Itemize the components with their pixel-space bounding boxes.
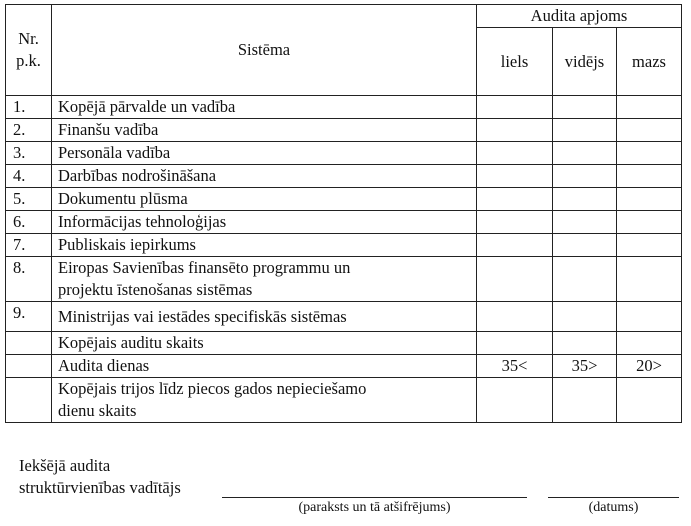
- row-number: 5.: [6, 188, 52, 211]
- audit-days-row: [6, 355, 682, 378]
- cell-mazs[interactable]: [617, 188, 682, 211]
- table-row: [6, 211, 682, 234]
- audit-days-label: Audita dienas: [52, 355, 477, 378]
- header-audita-apjoms: Audita apjoms: [477, 5, 682, 28]
- header-videjs: vidējs: [553, 28, 617, 96]
- period-days-line1: Kopējais trijos līdz piecos gados nepieciešamo: [58, 379, 367, 398]
- cell-mazs[interactable]: [617, 302, 682, 332]
- row-system: Informācijas tehnoloģijas: [52, 211, 477, 234]
- row-number-empty: [6, 378, 52, 423]
- cell-liels[interactable]: [477, 234, 553, 257]
- table-row: [6, 96, 682, 119]
- row-system: Publiskais iepirkums: [52, 234, 477, 257]
- cell-liels[interactable]: [477, 332, 553, 355]
- cell-mazs[interactable]: [617, 378, 682, 423]
- signature-line[interactable]: [222, 497, 527, 498]
- row-system: Finanšu vadība: [52, 119, 477, 142]
- cell-liels[interactable]: [477, 142, 553, 165]
- row-number: 6.: [6, 211, 52, 234]
- period-days-label: [52, 378, 477, 423]
- table-row: [6, 142, 682, 165]
- cell-videjs[interactable]: [553, 302, 617, 332]
- cell-liels[interactable]: [477, 211, 553, 234]
- cell-videjs[interactable]: [553, 188, 617, 211]
- days-liels-value: 35<: [477, 355, 553, 378]
- row-system: Darbības nodrošināšana: [52, 165, 477, 188]
- signatory-label: [19, 455, 181, 499]
- row-system: Dokumentu plūsma: [52, 188, 477, 211]
- cell-mazs[interactable]: [617, 165, 682, 188]
- cell-videjs[interactable]: [553, 119, 617, 142]
- row-number-empty: [6, 332, 52, 355]
- cell-liels[interactable]: [477, 257, 553, 302]
- cell-liels[interactable]: [477, 302, 553, 332]
- cell-videjs[interactable]: [553, 257, 617, 302]
- cell-videjs[interactable]: [553, 211, 617, 234]
- cell-liels[interactable]: [477, 188, 553, 211]
- row-system: Personāla vadība: [52, 142, 477, 165]
- cell-videjs[interactable]: [553, 142, 617, 165]
- row-number: 4.: [6, 165, 52, 188]
- header-pk: p.k.: [16, 51, 41, 70]
- row-system-line2: projektu īstenošanas sistēmas: [58, 280, 253, 299]
- days-videjs-value: 35>: [553, 355, 617, 378]
- row-system-line1: Eiropas Savienības finansēto programmu un: [58, 258, 351, 277]
- row-number-empty: [6, 355, 52, 378]
- cell-mazs[interactable]: [617, 257, 682, 302]
- header-nr-pk: [6, 5, 52, 96]
- table-row: [6, 257, 682, 302]
- row-system: Ministrijas vai iestādes specifiskās sistēmas: [52, 302, 477, 332]
- row-number: 1.: [6, 96, 52, 119]
- row-system: [52, 257, 477, 302]
- cell-liels[interactable]: [477, 119, 553, 142]
- signatory-line2: struktūrvienības vadītājs: [19, 478, 181, 497]
- cell-mazs[interactable]: [617, 142, 682, 165]
- header-nr: Nr.: [18, 29, 39, 48]
- table-row: [6, 302, 682, 332]
- row-number: 7.: [6, 234, 52, 257]
- cell-liels[interactable]: [477, 165, 553, 188]
- cell-mazs[interactable]: [617, 119, 682, 142]
- date-line[interactable]: [548, 497, 679, 498]
- cell-mazs[interactable]: [617, 234, 682, 257]
- row-number: 2.: [6, 119, 52, 142]
- cell-videjs[interactable]: [553, 378, 617, 423]
- cell-mazs[interactable]: [617, 96, 682, 119]
- days-mazs-value: 20>: [617, 355, 682, 378]
- total-row: [6, 332, 682, 355]
- header-mazs: mazs: [617, 28, 682, 96]
- cell-liels[interactable]: [477, 96, 553, 119]
- cell-videjs[interactable]: [553, 234, 617, 257]
- signature-caption: (paraksts un tā atšifrējums): [298, 500, 451, 515]
- audit-scope-table: [5, 4, 682, 423]
- table-row: [6, 234, 682, 257]
- row-number: 3.: [6, 142, 52, 165]
- period-days-line2: dienu skaits: [58, 401, 137, 420]
- cell-videjs[interactable]: [553, 165, 617, 188]
- header-sistema: Sistēma: [52, 5, 477, 96]
- period-days-row: [6, 378, 682, 423]
- total-audits-label: Kopējais auditu skaits: [52, 332, 477, 355]
- table-row: [6, 119, 682, 142]
- cell-videjs[interactable]: [553, 332, 617, 355]
- signatory-line1: Iekšējā audita: [19, 456, 111, 475]
- cell-videjs[interactable]: [553, 96, 617, 119]
- header-liels: liels: [477, 28, 553, 96]
- date-caption: (datums): [588, 500, 639, 515]
- cell-mazs[interactable]: [617, 211, 682, 234]
- row-number: 8.: [6, 257, 52, 302]
- row-number: 9.: [6, 302, 52, 332]
- table-row: [6, 165, 682, 188]
- cell-mazs[interactable]: [617, 332, 682, 355]
- cell-liels[interactable]: [477, 378, 553, 423]
- table-row: [6, 188, 682, 211]
- row-system: Kopējā pārvalde un vadība: [52, 96, 477, 119]
